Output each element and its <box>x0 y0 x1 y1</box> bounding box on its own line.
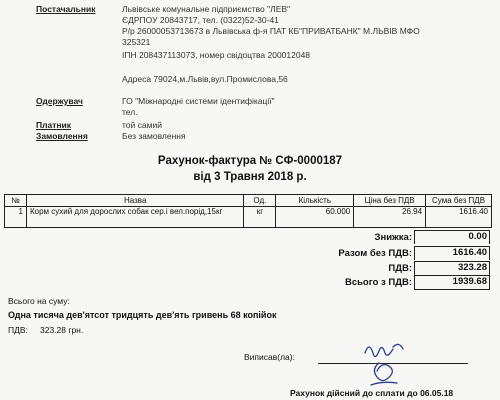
recipient-phone: тел. <box>122 107 138 117</box>
col-unit: Од. <box>244 195 276 207</box>
recipient-name: ГО "Міжнародні системи ідентифікації" <box>122 96 275 106</box>
invoice-title: Рахунок-фактура № СФ-0000187 <box>157 155 343 167</box>
discount-label: Знижка: <box>374 232 412 243</box>
col-name: Назва <box>26 195 243 207</box>
row-qty: 60.000 <box>276 207 354 228</box>
table-header-row <box>5 195 492 207</box>
col-number: № <box>5 195 27 207</box>
sum-label: Всього на суму: <box>8 296 70 306</box>
supplier-name: Львівське комунальне підприємство "ЛЕВ" <box>122 4 291 14</box>
items-table <box>4 194 492 228</box>
supplier-edrpou: ЄДРПОУ 20843717, тел. (0322)52-30-41 <box>122 15 279 25</box>
subtotal-value: 1616.40 <box>414 246 490 260</box>
row-number: 1 <box>5 207 27 228</box>
row-sum: 1616.40 <box>426 207 492 228</box>
handwritten-signature <box>335 335 455 395</box>
table-row <box>5 207 492 228</box>
col-sum: Сума без ПДВ <box>426 195 492 207</box>
vat-words-value: 323.28 грн. <box>40 325 84 335</box>
col-qty: Кількість <box>276 195 354 207</box>
payer-label: Платник <box>36 120 72 130</box>
order-value: Без замовлення <box>122 131 186 141</box>
recipient-label: Одержувач <box>36 96 83 106</box>
supplier-account: Р/р 26000053713673 в Львівська ф-я ПАТ КБ"ПРИВАТБАНК" М.ЛЬВІВ МФО <box>122 26 420 36</box>
vat-words-label: ПДВ: <box>8 325 28 335</box>
row-name: Корм сухий для дорослих собак сер.і вел.порід,15кг <box>26 207 243 228</box>
col-price: Ціна без ПДВ <box>354 195 426 207</box>
vat-total-value: 323.28 <box>414 261 490 275</box>
grand-total-value: 1939.68 <box>414 275 490 290</box>
issued-by-label: Виписав(ла): <box>244 352 295 362</box>
subtotal-label: Разом без ПДВ: <box>338 248 412 259</box>
sum-in-words: Одна тисяча дев'ятсот тридцять дев'ять гривень 68 копійок <box>8 310 277 320</box>
order-label: Замовлення <box>36 131 88 141</box>
supplier-ipn: ІПН 208437113073, номер свідоцтва 200012048 <box>122 50 311 60</box>
grand-total-label: Всього з ПДВ: <box>344 277 412 288</box>
row-unit: кг <box>244 207 276 228</box>
supplier-address: Адреса 79024,м.Львів,вул.Промислова,56 <box>122 74 288 84</box>
payer-value: той самий <box>122 120 162 130</box>
vat-total-label: ПДВ: <box>388 263 412 274</box>
supplier-mfo: 325321 <box>122 37 151 47</box>
valid-until-note: Рахунок дійсний до сплати до 06.05.18 <box>290 388 454 398</box>
discount-value: 0.00 <box>414 230 490 244</box>
row-price: 26.94 <box>354 207 426 228</box>
supplier-label: Постачальник <box>36 4 96 14</box>
invoice-date: від 3 Травня 2018 р. <box>193 171 307 183</box>
